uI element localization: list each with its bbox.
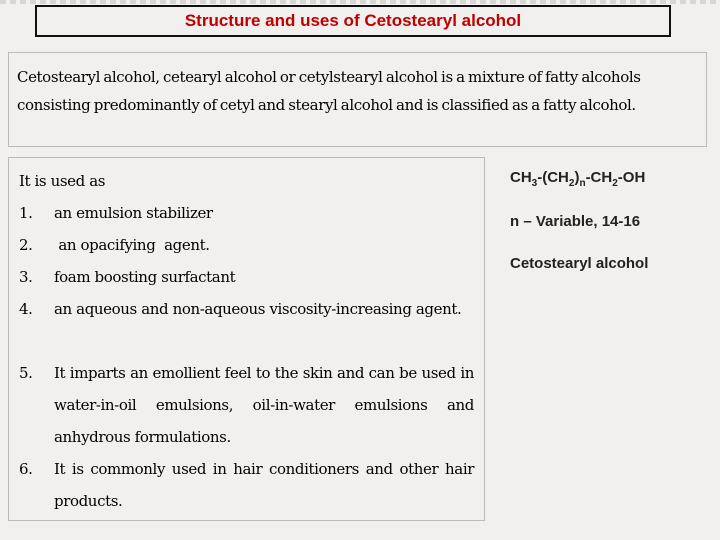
- use-number: 4.: [19, 300, 33, 318]
- uses-box: [8, 157, 485, 521]
- variable-note: n – Variable, 14-16: [510, 213, 641, 230]
- use-number: 3.: [19, 268, 33, 286]
- use-item: foam boosting surfactant: [54, 268, 236, 286]
- top-decoration: [0, 0, 720, 4]
- use-item: It is commonly used in hair conditioners and other hair products.: [54, 460, 474, 510]
- use-number: 1.: [19, 204, 33, 222]
- chemical-formula: $CH_3-(CH_2)_n-CH_2-OH$: [510, 169, 646, 189]
- use-number: 5.: [19, 364, 33, 382]
- intro-paragraph: Cetostearyl alcohol, cetearyl alcohol or cetylstearyl alcohol is a mixture of fatty alcohols consisting predominantly of cetyl and stearyl alcohol and is classified as a fatty alcohol.: [17, 68, 641, 114]
- compound-name: Cetostearyl alcohol: [510, 255, 649, 272]
- use-item: It imparts an emollient feel to the skin and can be used in water-in-oil emulsions, oil-in-water emulsions and anhydrous formulations.: [54, 364, 474, 446]
- page-title: Structure and uses of Cetostearyl alcohol: [184, 11, 522, 30]
- use-item: an emulsion stabilizer: [54, 204, 213, 222]
- uses-intro: It is used as: [19, 172, 106, 190]
- intro-box: [8, 52, 707, 147]
- use-item: an opacifying agent.: [54, 236, 210, 254]
- title-box: [35, 5, 671, 37]
- use-number: 6.: [19, 460, 33, 478]
- use-number: 2.: [19, 236, 33, 254]
- use-item: an aqueous and non-aqueous viscosity-increasing agent.: [54, 300, 462, 318]
